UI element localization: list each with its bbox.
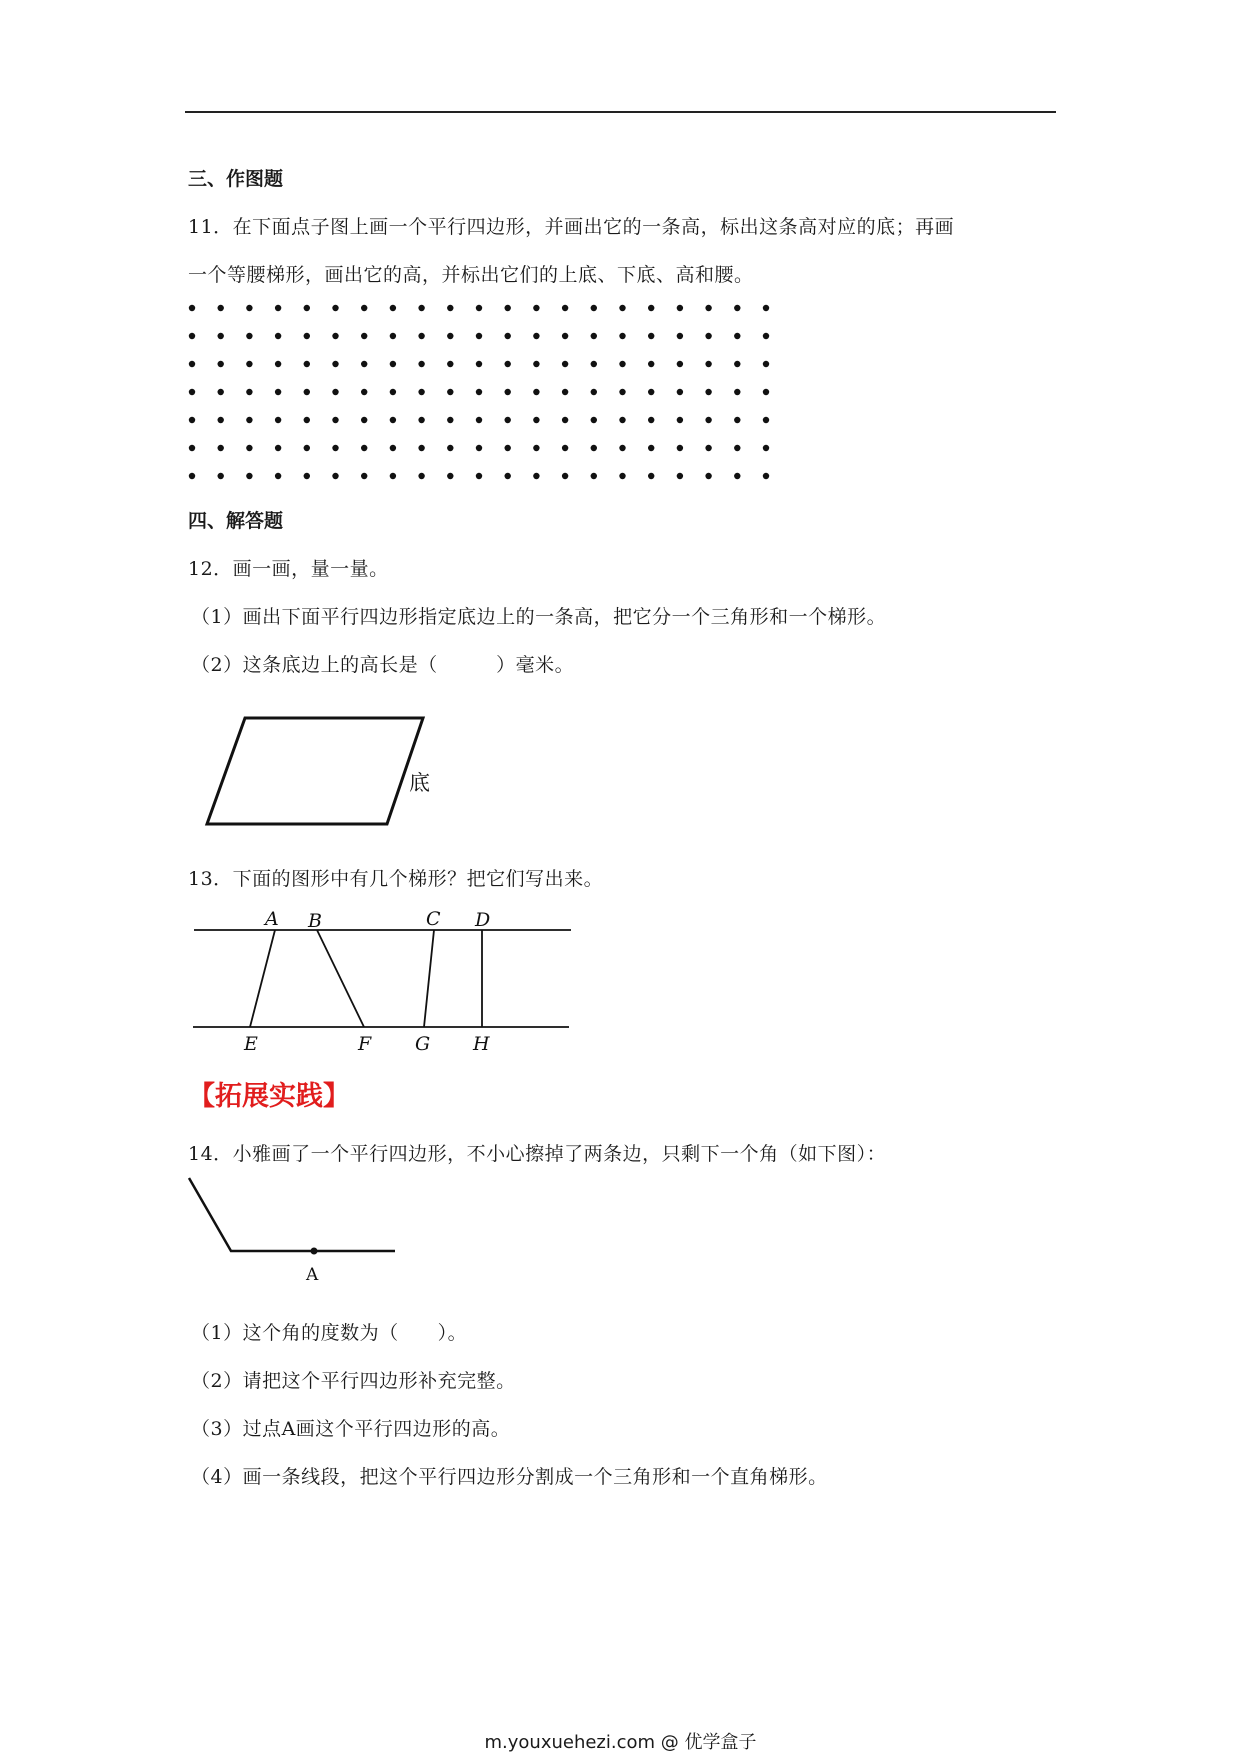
grid-dot[interactable] bbox=[705, 445, 711, 451]
grid-dot[interactable] bbox=[763, 305, 769, 311]
grid-dot[interactable] bbox=[246, 389, 252, 395]
grid-dot[interactable] bbox=[246, 417, 252, 423]
grid-dot[interactable] bbox=[648, 445, 654, 451]
grid-dot[interactable] bbox=[705, 305, 711, 311]
grid-dot[interactable] bbox=[476, 473, 482, 479]
grid-dot[interactable] bbox=[619, 305, 625, 311]
grid-dot[interactable] bbox=[189, 361, 195, 367]
grid-dot[interactable] bbox=[619, 445, 625, 451]
grid-dot[interactable] bbox=[332, 361, 338, 367]
grid-dot[interactable] bbox=[361, 473, 367, 479]
grid-dot[interactable] bbox=[505, 305, 511, 311]
grid-dot[interactable] bbox=[418, 333, 424, 339]
grid-dot[interactable] bbox=[705, 361, 711, 367]
grid-dot[interactable] bbox=[361, 333, 367, 339]
grid-dot[interactable] bbox=[677, 473, 683, 479]
q14-part-4: （4）画一条线段，把这个平行四边形分割成一个三角形和一个直角梯形。 bbox=[191, 1466, 828, 1488]
grid-dot[interactable] bbox=[447, 445, 453, 451]
grid-dot[interactable] bbox=[476, 333, 482, 339]
q14-title: 14．小雅画了一个平行四边形，不小心擦掉了两条边，只剩下一个角（如下图）： bbox=[188, 1143, 887, 1165]
grid-dot[interactable] bbox=[591, 445, 597, 451]
grid-dot[interactable] bbox=[677, 445, 683, 451]
extension-title: 【拓展实践】 bbox=[188, 1081, 350, 1112]
point-label-c: C bbox=[426, 908, 441, 930]
point-a-dot bbox=[311, 1248, 318, 1255]
grid-dot[interactable] bbox=[275, 473, 281, 479]
grid-dot[interactable] bbox=[591, 333, 597, 339]
q12-part-2: （2）这条底边上的高长是（ ）毫米。 bbox=[191, 654, 575, 676]
grid-dot[interactable] bbox=[619, 473, 625, 479]
grid-dot[interactable] bbox=[218, 361, 224, 367]
grid-dot[interactable] bbox=[763, 333, 769, 339]
grid-dot[interactable] bbox=[304, 361, 310, 367]
grid-dot[interactable] bbox=[677, 333, 683, 339]
grid-dot[interactable] bbox=[275, 389, 281, 395]
grid-dot[interactable] bbox=[677, 361, 683, 367]
grid-dot[interactable] bbox=[619, 361, 625, 367]
grid-dot[interactable] bbox=[390, 445, 396, 451]
grid-dot[interactable] bbox=[591, 417, 597, 423]
grid-dot[interactable] bbox=[562, 333, 568, 339]
grid-dot[interactable] bbox=[418, 417, 424, 423]
grid-dot[interactable] bbox=[763, 417, 769, 423]
q11-line-1: 11．在下面点子图上画一个平行四边形，并画出它的一条高，标出这条高对应的底；再画 bbox=[188, 216, 955, 238]
grid-dot[interactable] bbox=[476, 305, 482, 311]
grid-dot[interactable] bbox=[533, 445, 539, 451]
grid-dot[interactable] bbox=[505, 417, 511, 423]
grid-dot[interactable] bbox=[591, 361, 597, 367]
grid-dot[interactable] bbox=[505, 389, 511, 395]
grid-dot[interactable] bbox=[304, 305, 310, 311]
grid-dot[interactable] bbox=[763, 389, 769, 395]
grid-dot[interactable] bbox=[390, 417, 396, 423]
grid-dot[interactable] bbox=[361, 361, 367, 367]
point-label-h: H bbox=[473, 1033, 490, 1055]
base-label: 底 bbox=[409, 771, 430, 795]
grid-dot[interactable] bbox=[648, 473, 654, 479]
point-label-g: G bbox=[415, 1033, 431, 1055]
grid-dot[interactable] bbox=[734, 333, 740, 339]
dot-grid[interactable] bbox=[180, 296, 780, 486]
grid-dot[interactable] bbox=[505, 473, 511, 479]
grid-dot[interactable] bbox=[562, 473, 568, 479]
grid-dot[interactable] bbox=[533, 417, 539, 423]
q12-title: 12．画一画，量一量。 bbox=[188, 558, 389, 580]
grid-dot[interactable] bbox=[476, 417, 482, 423]
grid-dot[interactable] bbox=[705, 333, 711, 339]
grid-dot[interactable] bbox=[562, 361, 568, 367]
grid-dot[interactable] bbox=[763, 445, 769, 451]
grid-dot[interactable] bbox=[533, 333, 539, 339]
grid-dot[interactable] bbox=[734, 389, 740, 395]
grid-dot[interactable] bbox=[476, 361, 482, 367]
grid-dot[interactable] bbox=[447, 361, 453, 367]
grid-dot[interactable] bbox=[304, 333, 310, 339]
grid-dot[interactable] bbox=[218, 389, 224, 395]
grid-dot[interactable] bbox=[275, 333, 281, 339]
grid-dot[interactable] bbox=[591, 473, 597, 479]
grid-dot[interactable] bbox=[218, 473, 224, 479]
header-rule bbox=[185, 111, 1056, 113]
grid-dot[interactable] bbox=[648, 417, 654, 423]
grid-dot[interactable] bbox=[591, 305, 597, 311]
point-label-f: F bbox=[358, 1033, 372, 1055]
grid-dot[interactable] bbox=[390, 389, 396, 395]
grid-dot[interactable] bbox=[189, 473, 195, 479]
grid-dot[interactable] bbox=[275, 445, 281, 451]
grid-dot[interactable] bbox=[275, 417, 281, 423]
grid-dot[interactable] bbox=[332, 333, 338, 339]
grid-dot[interactable] bbox=[275, 361, 281, 367]
grid-dot[interactable] bbox=[390, 361, 396, 367]
q11-line-2: 一个等腰梯形，画出它的高，并标出它们的上底、下底、高和腰。 bbox=[188, 264, 754, 286]
grid-dot[interactable] bbox=[418, 473, 424, 479]
grid-dot[interactable] bbox=[533, 473, 539, 479]
segment-ae bbox=[250, 930, 275, 1027]
q14-part-2: （2）请把这个平行四边形补充完整。 bbox=[191, 1370, 516, 1392]
grid-dot[interactable] bbox=[304, 417, 310, 423]
grid-dot[interactable] bbox=[648, 361, 654, 367]
grid-dot[interactable] bbox=[648, 305, 654, 311]
segment-cg bbox=[424, 930, 434, 1027]
grid-dot[interactable] bbox=[619, 389, 625, 395]
grid-dot[interactable] bbox=[418, 389, 424, 395]
grid-dot[interactable] bbox=[332, 305, 338, 311]
grid-dot[interactable] bbox=[476, 445, 482, 451]
grid-dot[interactable] bbox=[304, 473, 310, 479]
grid-dot[interactable] bbox=[332, 445, 338, 451]
grid-dot[interactable] bbox=[332, 473, 338, 479]
grid-dot[interactable] bbox=[246, 445, 252, 451]
grid-dot[interactable] bbox=[189, 417, 195, 423]
grid-dot[interactable] bbox=[361, 445, 367, 451]
parallelogram-figure bbox=[195, 705, 455, 830]
grid-dot[interactable] bbox=[533, 305, 539, 311]
grid-dot[interactable] bbox=[189, 305, 195, 311]
grid-dot[interactable] bbox=[619, 333, 625, 339]
grid-dot[interactable] bbox=[361, 417, 367, 423]
grid-dot[interactable] bbox=[734, 473, 740, 479]
grid-dot[interactable] bbox=[505, 333, 511, 339]
grid-dot[interactable] bbox=[648, 333, 654, 339]
q12-part-1: （1）画出下面平行四边形指定底边上的一条高，把它分一个三角形和一个梯形。 bbox=[191, 606, 887, 628]
grid-dot[interactable] bbox=[505, 361, 511, 367]
grid-dot[interactable] bbox=[218, 333, 224, 339]
segment-bf bbox=[317, 930, 364, 1027]
angle-figure bbox=[180, 1170, 405, 1290]
angle-point-label: A bbox=[306, 1265, 319, 1285]
point-label-d: D bbox=[475, 909, 491, 931]
grid-dot[interactable] bbox=[705, 389, 711, 395]
section-4-title: 四、解答题 bbox=[188, 510, 284, 532]
grid-dot[interactable] bbox=[533, 389, 539, 395]
grid-dot[interactable] bbox=[705, 473, 711, 479]
grid-dot[interactable] bbox=[246, 333, 252, 339]
grid-dot[interactable] bbox=[734, 305, 740, 311]
grid-dot[interactable] bbox=[246, 473, 252, 479]
grid-dot[interactable] bbox=[562, 417, 568, 423]
grid-dot[interactable] bbox=[476, 389, 482, 395]
grid-dot[interactable] bbox=[332, 417, 338, 423]
grid-dot[interactable] bbox=[705, 417, 711, 423]
grid-dot[interactable] bbox=[648, 389, 654, 395]
grid-dot[interactable] bbox=[189, 445, 195, 451]
point-label-b: B bbox=[308, 910, 322, 932]
grid-dot[interactable] bbox=[447, 473, 453, 479]
grid-dot[interactable] bbox=[390, 305, 396, 311]
parallelogram-shape bbox=[207, 718, 423, 824]
grid-dot[interactable] bbox=[562, 389, 568, 395]
footer-watermark: m.youxuehezi.com @ 优学盒子 bbox=[484, 1732, 757, 1753]
grid-dot[interactable] bbox=[447, 305, 453, 311]
grid-dot[interactable] bbox=[275, 305, 281, 311]
grid-dot[interactable] bbox=[562, 305, 568, 311]
grid-dot[interactable] bbox=[304, 389, 310, 395]
grid-dot[interactable] bbox=[677, 305, 683, 311]
grid-dot[interactable] bbox=[218, 445, 224, 451]
grid-dot[interactable] bbox=[505, 445, 511, 451]
grid-dot[interactable] bbox=[332, 389, 338, 395]
point-label-e: E bbox=[244, 1033, 258, 1055]
grid-dot[interactable] bbox=[361, 389, 367, 395]
grid-dot[interactable] bbox=[361, 305, 367, 311]
grid-dot[interactable] bbox=[189, 389, 195, 395]
grid-dot[interactable] bbox=[218, 417, 224, 423]
grid-dot[interactable] bbox=[734, 445, 740, 451]
grid-dot[interactable] bbox=[562, 445, 568, 451]
grid-dot[interactable] bbox=[418, 361, 424, 367]
grid-dot[interactable] bbox=[447, 389, 453, 395]
grid-dot[interactable] bbox=[677, 389, 683, 395]
grid-dot[interactable] bbox=[763, 361, 769, 367]
grid-dot[interactable] bbox=[246, 305, 252, 311]
grid-dot[interactable] bbox=[619, 417, 625, 423]
grid-dot[interactable] bbox=[418, 305, 424, 311]
grid-dot[interactable] bbox=[218, 305, 224, 311]
grid-dot[interactable] bbox=[763, 473, 769, 479]
grid-dot[interactable] bbox=[734, 361, 740, 367]
grid-dot[interactable] bbox=[390, 473, 396, 479]
section-3-title: 三、作图题 bbox=[188, 168, 284, 190]
q14-part-3: （3）过点A画这个平行四边形的高。 bbox=[191, 1418, 511, 1440]
trapezoid-lines-figure bbox=[190, 900, 580, 1060]
grid-dot[interactable] bbox=[390, 333, 396, 339]
grid-dot[interactable] bbox=[734, 417, 740, 423]
grid-dot[interactable] bbox=[677, 417, 683, 423]
q13-title: 13．下面的图形中有几个梯形？把它们写出来。 bbox=[188, 868, 604, 890]
point-label-a: A bbox=[265, 908, 279, 930]
angle-sides bbox=[189, 1178, 395, 1251]
grid-dot[interactable] bbox=[418, 445, 424, 451]
q14-part-1: （1）这个角的度数为（ ）。 bbox=[191, 1322, 468, 1344]
grid-dot[interactable] bbox=[304, 445, 310, 451]
grid-dot[interactable] bbox=[447, 333, 453, 339]
grid-dot[interactable] bbox=[533, 361, 539, 367]
grid-dot[interactable] bbox=[246, 361, 252, 367]
grid-dot[interactable] bbox=[591, 389, 597, 395]
grid-dot[interactable] bbox=[189, 333, 195, 339]
grid-dot[interactable] bbox=[447, 417, 453, 423]
